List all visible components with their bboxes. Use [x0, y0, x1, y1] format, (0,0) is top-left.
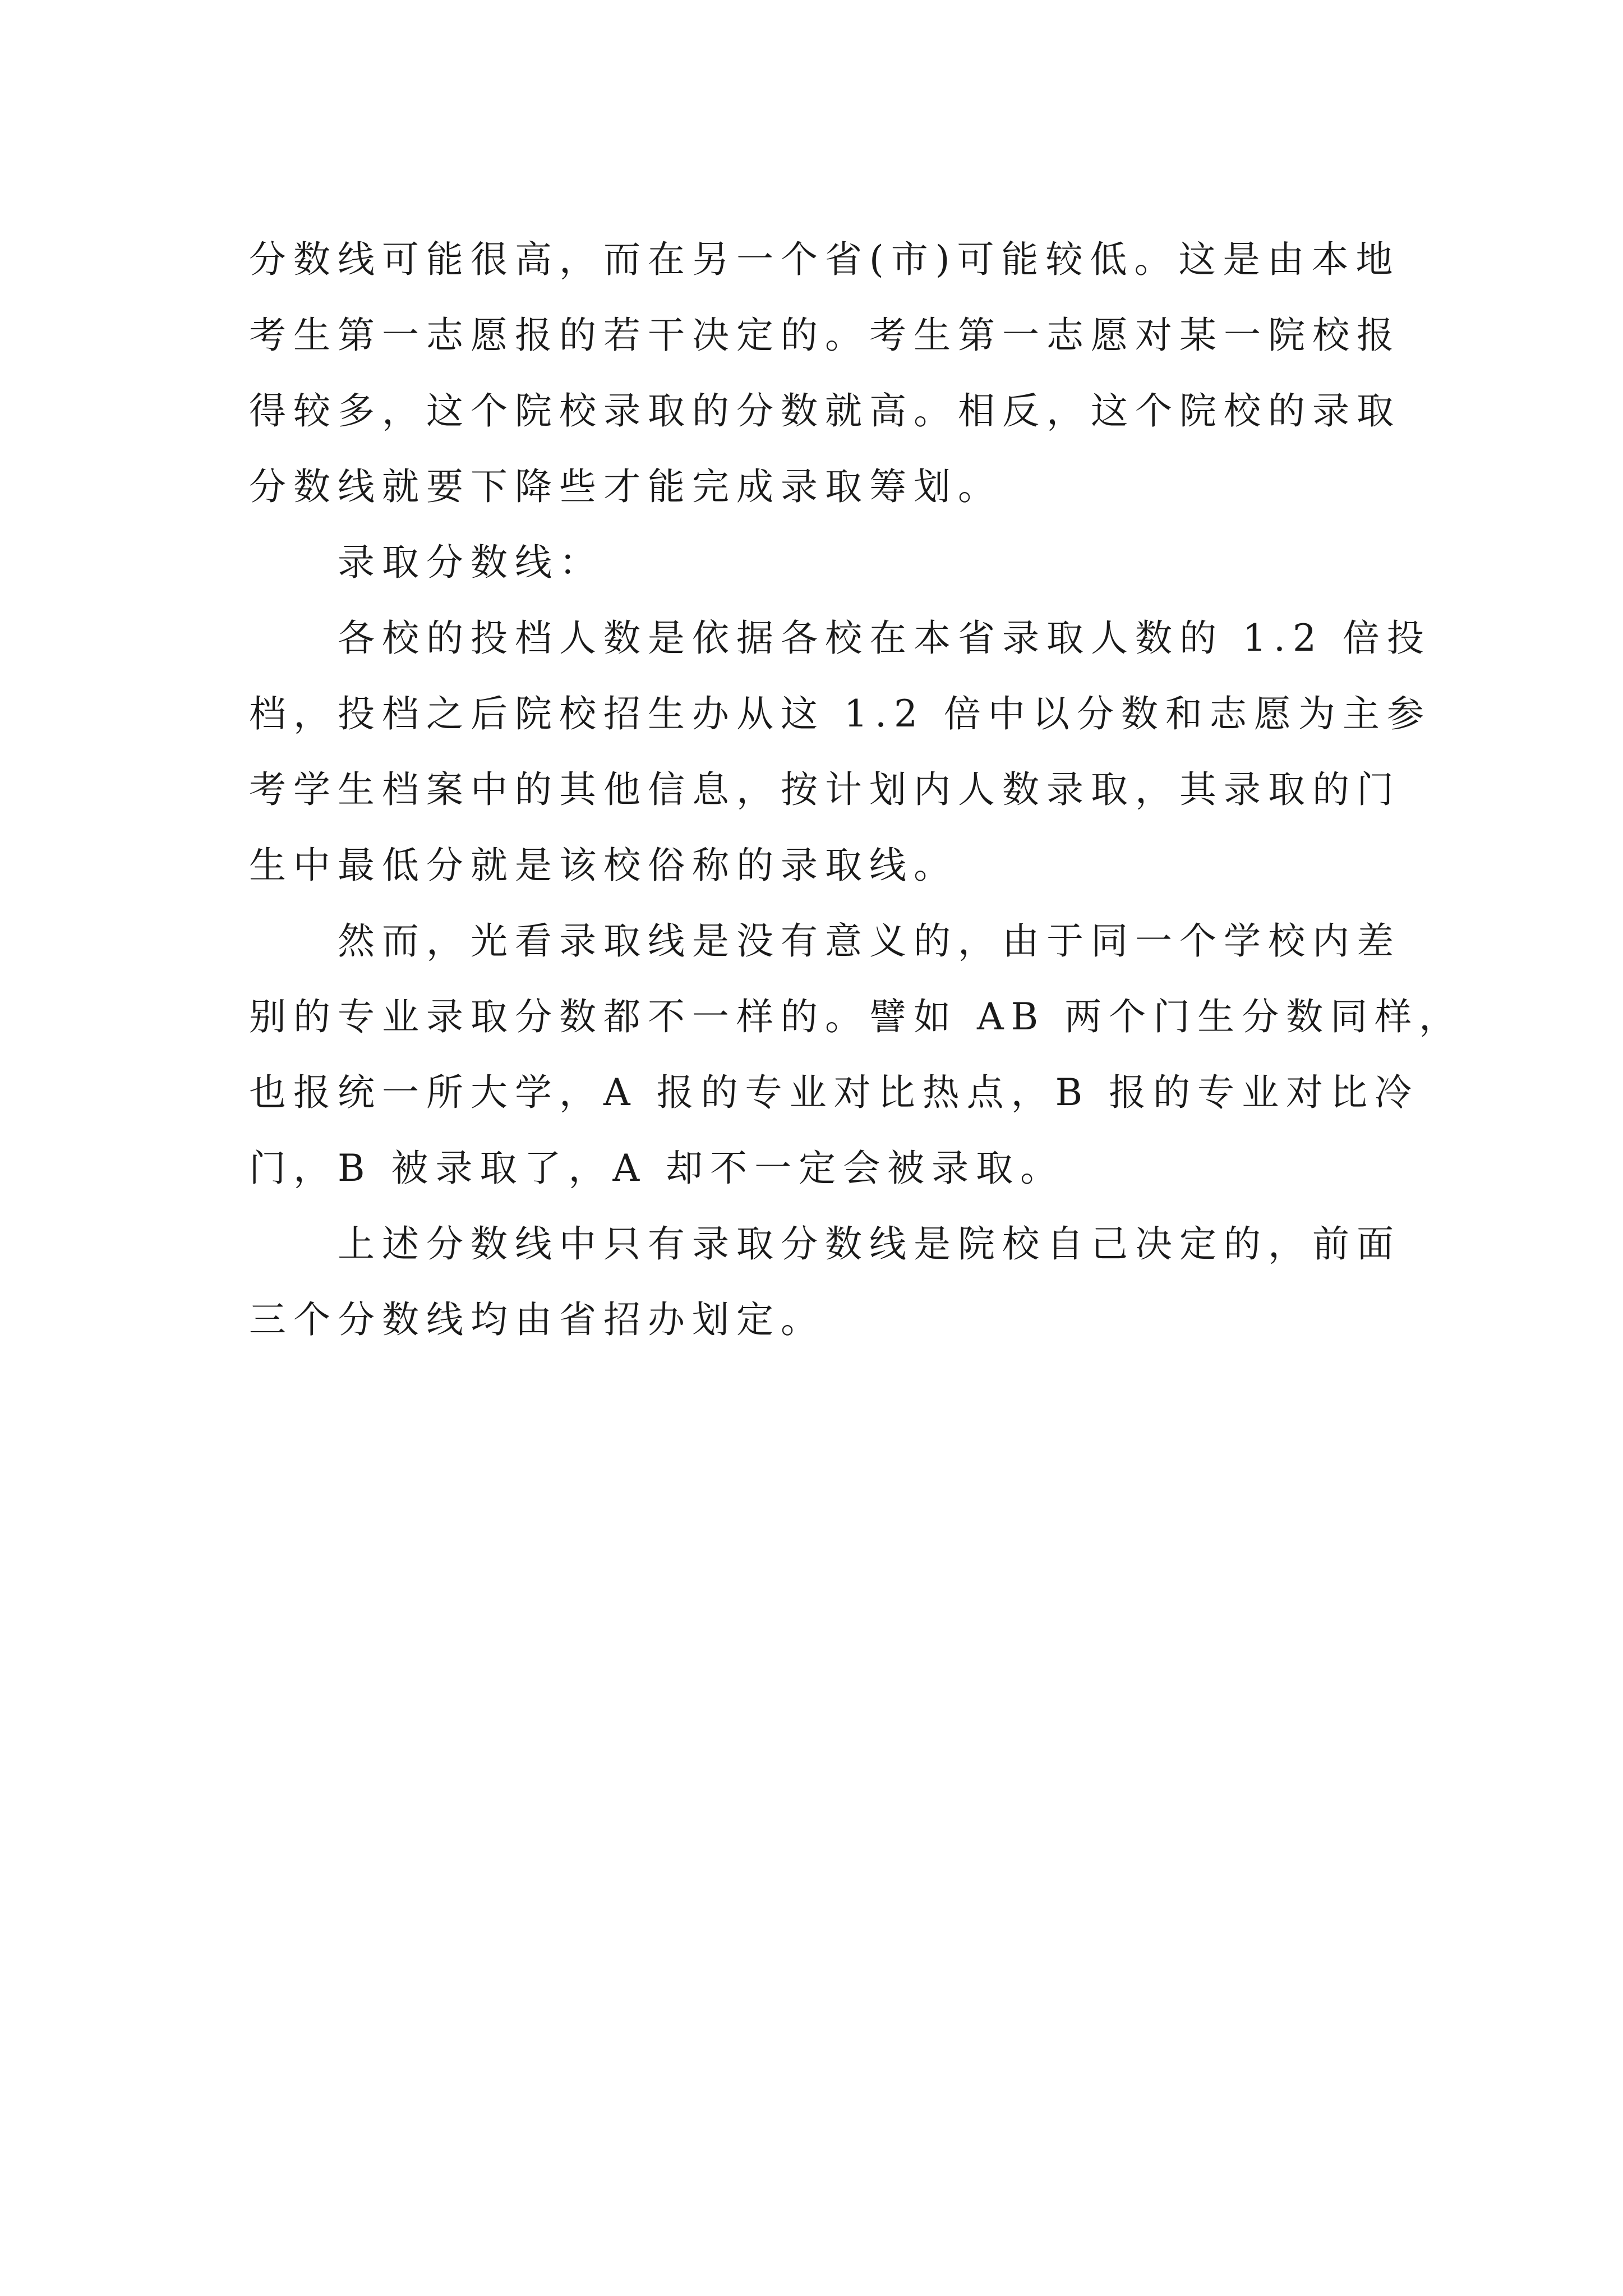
text-line: 各校的投档人数是依据各校在本省录取人数的 1.2 倍投: [338, 616, 1431, 660]
text-line: 门，B 被录取了，A 却不一定会被录取。: [249, 1147, 1065, 1190]
text-line: 生中最低分就是该校俗称的录取线。: [249, 844, 958, 887]
text-line: 也报统一所大学，A 报的专业对比热点，B 报的专业对比冷: [249, 1071, 1419, 1114]
text-line: 上述分数线中只有录取分数线是院校自己决定的，前面: [338, 1222, 1401, 1266]
text-line: 别的专业录取分数都不一样的。譬如 AB 两个门生分数同样，: [249, 995, 1464, 1038]
text-line: 分数线可能很高，而在另一个省(市)可能较低。这是由本地: [249, 238, 1400, 281]
document-body: [249, 222, 1464, 1358]
text-line: 分数线就要下降些才能完成录取筹划。: [249, 465, 1002, 508]
text-line: 然而，光看录取线是没有意义的，由于同一个学校内差: [338, 919, 1401, 963]
section-heading: 录取分数线：: [338, 541, 603, 584]
text-line: 档，投档之后院校招生办从这 1.2 倍中以分数和志愿为主参: [249, 692, 1431, 735]
text-line: 三个分数线均由省招办划定。: [249, 1298, 825, 1341]
text-line: 考生第一志愿报的若干决定的。考生第一志愿对某一院校报: [249, 314, 1401, 357]
text-line: 得较多，这个院校录取的分数就高。相反，这个院校的录取: [249, 389, 1401, 432]
text-line: 考学生档案中的其他信息，按计划内人数录取，其录取的门: [249, 768, 1401, 811]
